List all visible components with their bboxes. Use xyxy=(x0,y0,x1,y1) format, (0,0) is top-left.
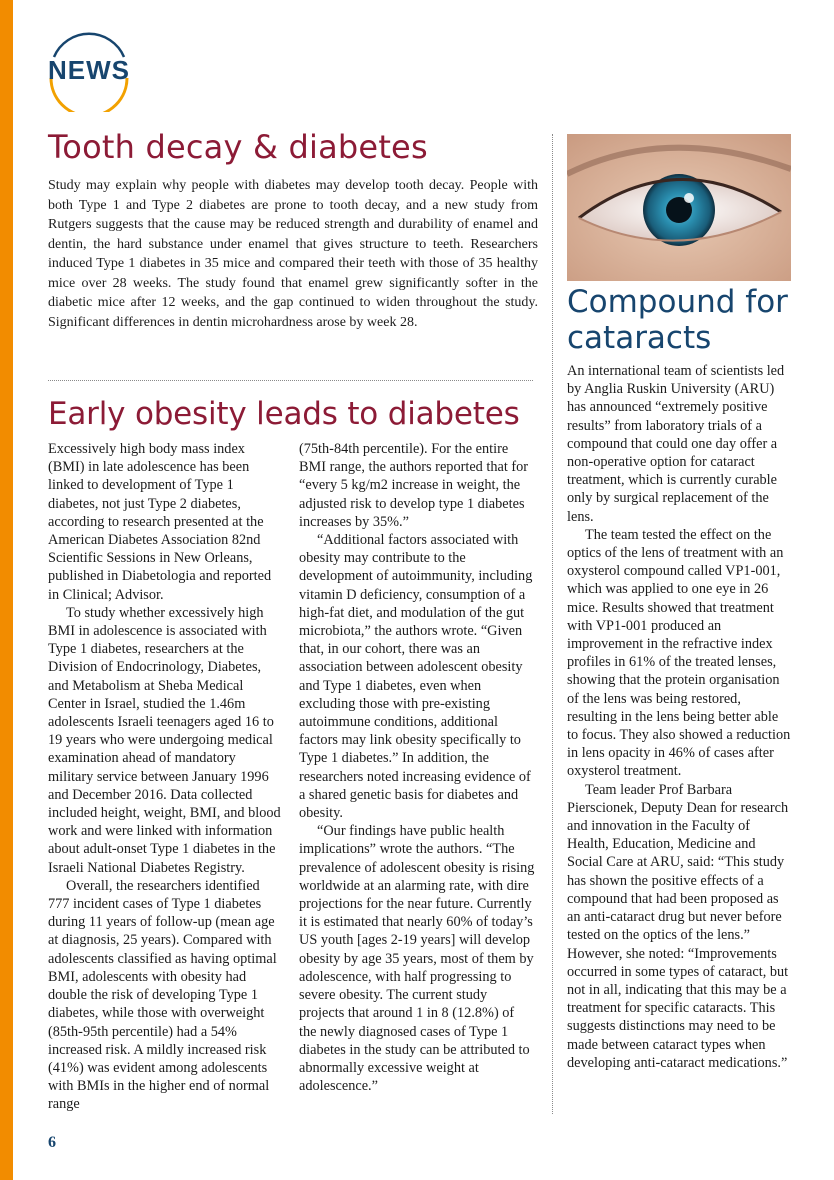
obesity-article-column-1 xyxy=(48,440,284,1114)
column-divider xyxy=(552,134,553,1114)
article-paragraph: Excessively high body mass index (BMI) in late adolescence has been linked to development of Type 1 diabetes, not just Type 2 diabetes, according to research presented at the American Diabetes Association 82nd Scientific Sessions in New Orleans, published in Diabetologia and reported in Clinical; Advisor. xyxy=(48,441,272,603)
article-paragraph: The team tested the effect on the optics of the lens of treatment with an oxysterol compound called VP1-001, which was applied to one eye in 26 mice. Results showed that treatment with VP1-001 produced an improvement in the refractive index profiles in 61% of the treated lenses, showing that the protein organisation of the lens was being restored, resulting in the lens being better able to focus. They also showed a reduction in lens opacity in 46% of cases after oxysterol treatment. xyxy=(567,526,791,780)
article-paragraph: “Our findings have public health implications” wrote the authors. “The prevalence of adolescent obesity is rising worldwide at an alarming rate, with dire projections for the near future. Currently it is estimated that nearly 60% of today’s US youth [ages 2-19 years] will develop obesity by age 35 years, most of them by adolescence, with half progressing to severe obesity. The current study projects that around 1 in 8 (12.8%) of the newly diagnosed cases of Type 1 diabetes in the study can be attributed to abnormally excessive weight at adolescence.” xyxy=(299,823,535,1095)
news-section-badge xyxy=(46,26,132,112)
obesity-article-column-2 xyxy=(299,440,535,1095)
page-number: 6 xyxy=(48,1134,56,1151)
tooth-article-body: Study may explain why people with diabetes may develop tooth decay. People with both Type 1 and Type 2 diabetes are prone to tooth decay, and a new study from Rutgers suggests that the cause may be reduced strength and durability of enamel and dentin, the hard substance under enamel that gives structure to teeth. Researchers induced Type 1 diabetes in 35 mice and compared their teeth with those of 35 healthy mice over 28 weeks. The study found that enamel grew significantly softer in the diabetic mice after 12 weeks, and the gap continued to widen throughout the study. Significant differences in dentin microhardness arose by week 28. xyxy=(48,178,538,330)
cataract-article-headline: Compound for cataracts xyxy=(567,284,788,356)
section-divider xyxy=(48,380,533,381)
tooth-article-headline: Tooth decay & diabetes xyxy=(48,128,428,166)
news-label: NEWS xyxy=(48,55,130,85)
obesity-article-headline: Early obesity leads to diabetes xyxy=(48,396,520,432)
accent-side-bar xyxy=(0,0,13,1180)
article-paragraph: To study whether excessively high BMI in adolescence is associated with Type 1 diabetes, researchers at the Division of Endocrinology, Diabetes, and Metabolism at Sheba Medical Center in Israel, studied the 1.46m adolescents Israeli teenagers aged 16 to 19 years who were undergoing medical examination ahead of mandatory military service between January 1996 and December 2016. Data collected included height, weight, BMI, and blood work and were linked with information about adult-onset Type 1 diabetes in the Israeli National Diabetes Registry. xyxy=(48,604,281,876)
article-paragraph: An international team of scientists led by Anglia Ruskin University (ARU) has announced “extremely positive results” from laboratory trials of a compound that could one day offer a non-operative option for cataract treatment, which is currently curable only by surgical replacement of the lens. xyxy=(567,363,785,525)
cataract-article-column xyxy=(567,362,791,1072)
eye-photo xyxy=(567,134,791,281)
article-paragraph: Team leader Prof Barbara Pierscionek, Deputy Dean for research and innovation in the Faculty of Health, Education, Medicine and Social Care at ARU, said: “This study has shown the positive effects of a compound that had been proposed as an anti-cataract drug but never before tested on the optics of the lens.” However, she noted: “Improvements occurred in some types of cataract, but not in all, indicating that this may be a treatment for specific cataracts. This suggests distinctions may need to be made between cataract types when developing anti-cataract medications.” xyxy=(567,781,789,1071)
article-paragraph: (75th-84th percentile). For the entire BMI range, the authors reported that for “every 5 kg/m2 increase in weight, the adjusted risk to develop type 1 diabetes increases by 35%.” xyxy=(299,441,529,530)
article-paragraph: Overall, the researchers identified 777 incident cases of Type 1 diabetes during 11 years of follow-up (mean age at diagnosis, 25 years). Compared with adolescents classified as having optimal BMI, adolescents with obesity had double the risk of developing Type 1 diabetes, while those with overweight (85th-95th percentile) had a 54% increased risk. A mildly increased risk (41%) was evident among adolescents with BMIs in the higher end of normal range xyxy=(48,877,277,1113)
article-paragraph: “Additional factors associated with obesity may contribute to the development of autoimmunity, including vitamin D deficiency, consumption of a high-fat diet, and modulation of the gut microbiota,” the authors wrote. “Given that, in our cohort, there was an association between adolescent obesity and Type 1 diabetes, even when excluding those with pre-existing autoimmune conditions, additional factors may link obesity specifically to Type 1 diabetes.” In addition, the researchers noted increasing evidence of a shared genetic basis for diabetes and obesity. xyxy=(299,532,533,822)
